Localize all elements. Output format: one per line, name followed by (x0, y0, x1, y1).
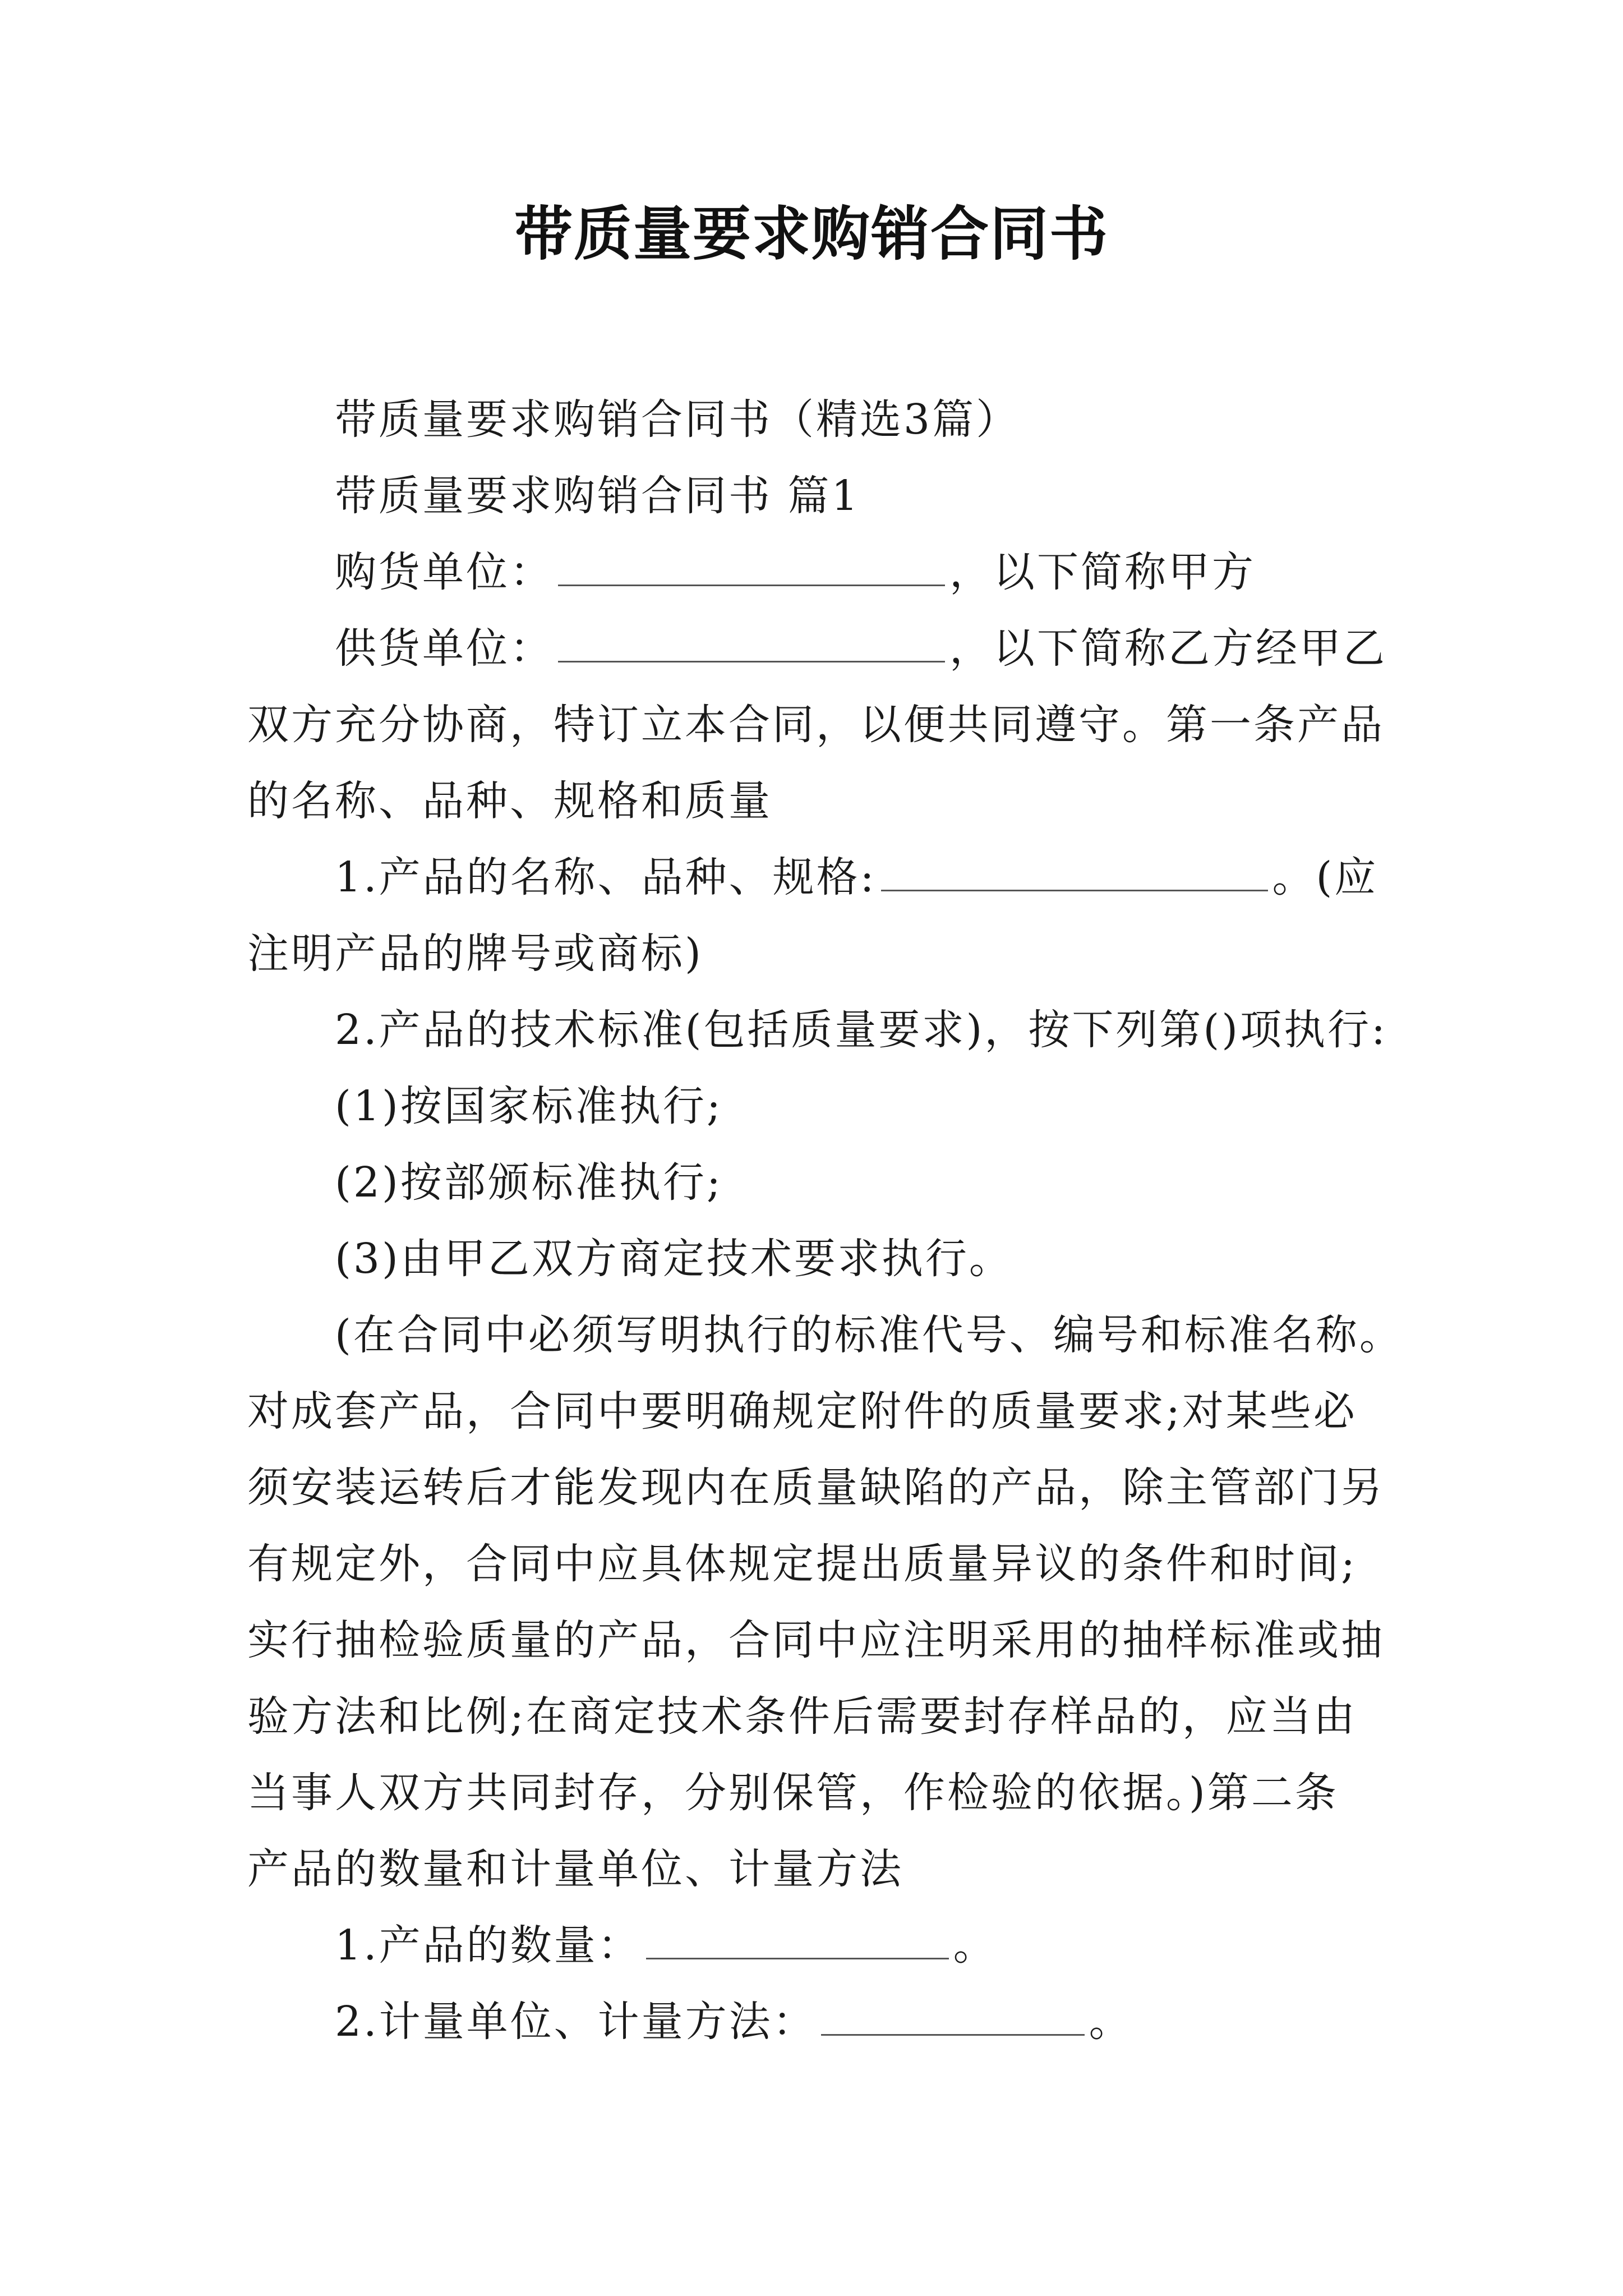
text-run: 。(应 (1272, 853, 1378, 901)
paragraph-line (247, 1602, 1386, 1678)
buyer-blank (558, 536, 945, 586)
paragraph-line (247, 1450, 1386, 1526)
text-run: 带质量要求购销合同书（精选3篇） (335, 395, 1020, 444)
text-run: ，以下简称乙方经甲乙 (949, 624, 1387, 673)
document-body (247, 381, 1403, 2060)
buyer-line (247, 534, 1386, 610)
text-run: 注明产品的牌号或商标) (247, 930, 703, 978)
text-run: 供货单位： (335, 624, 554, 673)
text-run: 有规定外，合同中应具体规定提出质量异议的条件和时间; (247, 1540, 1357, 1588)
paragraph-line (247, 763, 1386, 839)
text-run: 2.计量单位、计量方法： (335, 1998, 817, 2046)
product-spec-line (247, 839, 1386, 915)
supplier-line (247, 610, 1386, 687)
text-run: 对成套产品，合同中要明确规定附件的质量要求;对某些必 (247, 1387, 1357, 1435)
text-run: 验方法和比例;在商定技术条件后需要封存样品的，应当由 (247, 1692, 1357, 1741)
text-run: (2)按部颁标准执行; (335, 1158, 723, 1207)
text-run: 购货单位： (335, 548, 554, 596)
paragraph-line (247, 687, 1386, 763)
text-run: ，以下简称甲方 (949, 548, 1256, 596)
section-heading (247, 458, 1386, 534)
text-run: 的名称、品种、规格和质量 (247, 777, 772, 825)
text-run: 双方充分协商，特订立本合同，以便共同遵守。第一条产品 (247, 701, 1385, 749)
paragraph-line (247, 1678, 1386, 1755)
paragraph-line (247, 1373, 1386, 1450)
paragraph-line (247, 992, 1386, 1068)
product-spec-blank (881, 841, 1268, 891)
text-run: 须安装运转后才能发现内在质量缺陷的产品，除主管部门另 (247, 1464, 1385, 1512)
text-run: 产品的数量和计量单位、计量方法 (247, 1845, 903, 1893)
document-title: 带质量要求购销合同书 (514, 199, 1109, 268)
paragraph-line (247, 1755, 1386, 1831)
text-run: 实行抽检验质量的产品，合同中应注明采用的抽样标准或抽 (247, 1616, 1385, 1664)
supplier-blank (558, 613, 945, 662)
text-run: (在合同中必须写明执行的标准代号、编号和标准名称。 (335, 1311, 1403, 1359)
text-run: (3)由甲乙双方商定技术要求执行。 (335, 1235, 1013, 1283)
text-run: 。 (1089, 1998, 1133, 2046)
text-run: 带质量要求购销合同书 篇1 (335, 472, 860, 520)
measurement-line (247, 1984, 1386, 2060)
paragraph-line (247, 1297, 1403, 1373)
subtitle-line (247, 381, 1386, 458)
paragraph-line (247, 1526, 1386, 1602)
text-run: 1.产品的数量： (335, 1921, 642, 1970)
list-item (247, 1221, 1386, 1297)
text-run: (1)按国家标准执行; (335, 1082, 723, 1130)
measurement-blank (821, 1986, 1085, 2036)
paragraph-line (247, 1831, 1386, 1907)
text-run: 1.产品的名称、品种、规格: (335, 853, 877, 901)
text-run: 2.产品的技术标准(包括质量要求)，按下列第()项执行: (335, 1006, 1388, 1054)
text-run: 。 (953, 1921, 997, 1970)
list-item (247, 1068, 1386, 1144)
paragraph-line (247, 915, 1386, 992)
list-item (247, 1144, 1386, 1221)
quantity-blank (646, 1910, 949, 1959)
text-run: 当事人双方共同封存，分别保管，作检验的依据。)第二条 (247, 1769, 1339, 1817)
quantity-line (247, 1907, 1386, 1984)
